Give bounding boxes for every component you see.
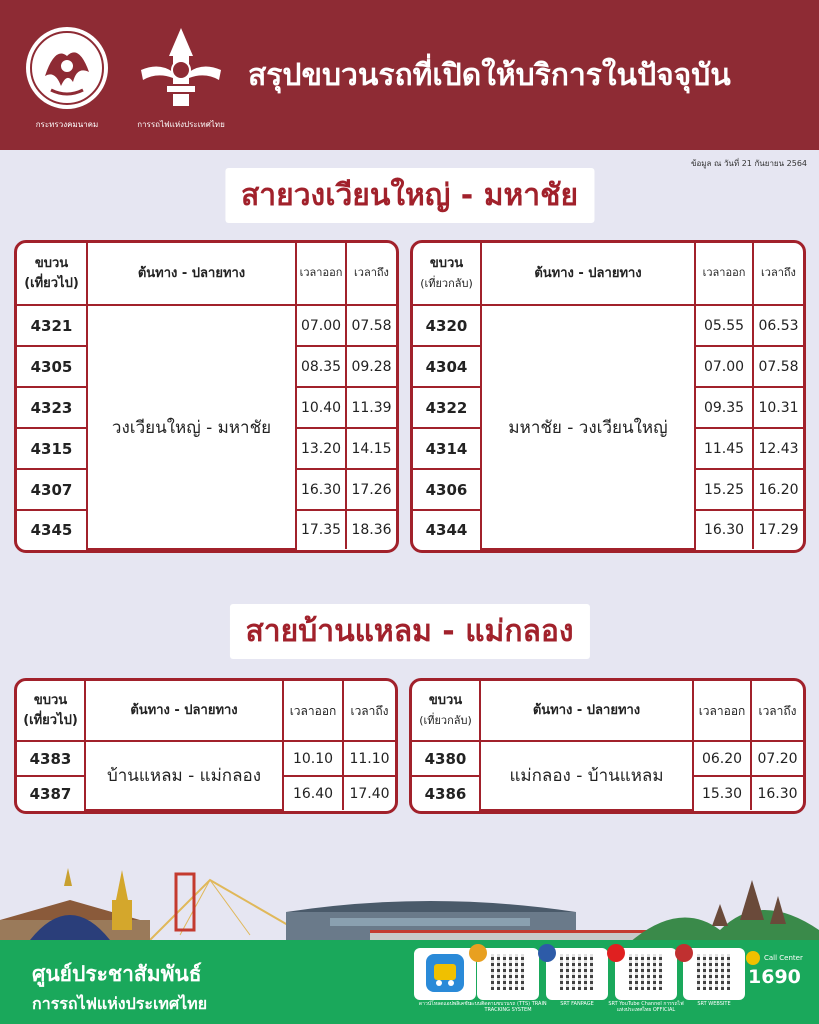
train-tracking-icon — [469, 944, 487, 962]
col-header-arrive: เวลาถึง — [753, 243, 803, 305]
col-header-route: ต้นทาง - ปลายทาง — [481, 243, 695, 305]
col-header-depart: เวลาออก — [296, 243, 346, 305]
arrive-time: 12.43 — [753, 428, 803, 469]
depart-time: 10.10 — [283, 741, 343, 776]
table-row — [17, 305, 396, 346]
logo2-caption: การรถไฟแห่งประเทศไทย — [137, 120, 225, 129]
train-number: 4323 — [17, 387, 87, 428]
train-number: 4322 — [413, 387, 481, 428]
train-number: 4306 — [413, 469, 481, 510]
qr-code-icon — [491, 954, 527, 990]
youtube-icon — [607, 944, 625, 962]
train-number: 4383 — [17, 741, 85, 776]
link-caption: SRT YouTube Channel การรถไฟแห่งประเทศไทย OFFICIAL — [608, 1001, 684, 1013]
depart-time: 10.40 — [296, 387, 346, 428]
call-center-label: Call Center — [764, 954, 803, 962]
app-download-card[interactable] — [414, 948, 476, 1000]
arrive-time: 07.58 — [346, 305, 396, 346]
train-tracking-qr-card[interactable] — [477, 948, 539, 1000]
timetable-wongwianyai-inbound — [410, 240, 806, 553]
train-number: 4304 — [413, 346, 481, 387]
col-header-route: ต้นทาง - ปลายทาง — [85, 681, 283, 741]
table-row — [17, 741, 395, 776]
srt-logo — [132, 26, 230, 131]
train-number: 4305 — [17, 346, 87, 387]
section-title-wongwianyai-mahachai: สายวงเวียนใหญ่ - มหาชัย — [225, 168, 594, 223]
depart-time: 15.25 — [695, 469, 753, 510]
col-header-depart: เวลาออก — [283, 681, 343, 741]
qr-code-icon — [629, 954, 665, 990]
link-caption: SRT WEBSITE — [697, 1001, 731, 1007]
depart-time: 11.45 — [695, 428, 753, 469]
depart-time: 08.35 — [296, 346, 346, 387]
col-header-route: ต้นทาง - ปลายทาง — [87, 243, 296, 305]
page-title: สรุปขบวนรถที่เปิดให้บริการในปัจจุบัน — [248, 58, 731, 93]
phone-icon — [746, 951, 760, 965]
route-cell: มหาชัย - วงเวียนใหญ่ — [481, 305, 695, 549]
depart-time: 15.30 — [693, 776, 751, 810]
train-number: 4387 — [17, 776, 85, 810]
logo1-caption: กระทรวงคมนาคม — [35, 120, 99, 129]
srt-winged-wheel-icon — [139, 26, 223, 110]
col-header-depart: เวลาออก — [695, 243, 753, 305]
depart-time: 06.20 — [693, 741, 751, 776]
col-header-train: ขบวน (เที่ยวไป) — [17, 243, 87, 305]
header-banner — [0, 0, 819, 150]
arrive-time: 18.36 — [346, 510, 396, 549]
depart-time: 16.40 — [283, 776, 343, 810]
table-row — [412, 741, 803, 776]
facebook-qr-card[interactable] — [546, 948, 608, 1000]
train-number: 4345 — [17, 510, 87, 549]
train-number: 4386 — [412, 776, 480, 810]
arrive-time: 11.39 — [346, 387, 396, 428]
arrive-time: 16.30 — [751, 776, 803, 810]
arrive-time: 17.29 — [753, 510, 803, 549]
footer-subtitle: การรถไฟแห่งประเทศไทย — [32, 994, 208, 1013]
arrive-time: 14.15 — [346, 428, 396, 469]
depart-time: 16.30 — [296, 469, 346, 510]
depart-time: 09.35 — [695, 387, 753, 428]
depart-time: 16.30 — [695, 510, 753, 549]
link-caption: ระบบติดตามขบวนรถ (TTS) TRAIN TRACKING SYSTEM — [469, 1001, 547, 1013]
qr-code-icon — [560, 954, 596, 990]
col-header-train: ขบวน (เที่ยวกลับ) — [413, 243, 481, 305]
youtube-qr-card[interactable] — [615, 948, 677, 1000]
facebook-icon — [538, 944, 556, 962]
app-icon — [424, 952, 466, 994]
arrive-time: 17.26 — [346, 469, 396, 510]
col-header-arrive: เวลาถึง — [343, 681, 395, 741]
col-header-arrive: เวลาถึง — [346, 243, 396, 305]
route-cell: บ้านแหลม - แม่กลอง — [85, 741, 283, 810]
website-icon — [675, 944, 693, 962]
arrive-time: 09.28 — [346, 346, 396, 387]
link-caption: ดาวน์โหลดแอปพลิเคชัน — [418, 1001, 472, 1007]
col-header-train: ขบวน (เที่ยวไป) — [17, 681, 85, 741]
train-number: 4344 — [413, 510, 481, 549]
website-qr-card[interactable] — [683, 948, 745, 1000]
depart-time: 13.20 — [296, 428, 346, 469]
train-number: 4314 — [413, 428, 481, 469]
arrive-time: 11.10 — [343, 741, 395, 776]
arrive-time: 16.20 — [753, 469, 803, 510]
depart-time: 05.55 — [695, 305, 753, 346]
ministry-emblem-icon — [25, 26, 109, 110]
timetable-wongwianyai-outbound — [14, 240, 399, 553]
ministry-logo — [22, 26, 112, 131]
train-number: 4315 — [17, 428, 87, 469]
call-center-number: 1690 — [748, 966, 801, 988]
arrive-time: 06.53 — [753, 305, 803, 346]
table-row — [413, 305, 803, 346]
qr-code-icon — [697, 954, 733, 990]
arrive-time: 07.20 — [751, 741, 803, 776]
col-header-route: ต้นทาง - ปลายทาง — [480, 681, 693, 741]
data-date-note: ข้อมูล ณ วันที่ 21 กันยายน 2564 — [690, 159, 807, 168]
train-number: 4320 — [413, 305, 481, 346]
col-header-train: ขบวน (เที่ยวกลับ) — [412, 681, 480, 741]
arrive-time: 17.40 — [343, 776, 395, 810]
timetable-banlaem-inbound — [409, 678, 806, 814]
train-number: 4321 — [17, 305, 87, 346]
depart-time: 07.00 — [296, 305, 346, 346]
depart-time: 07.00 — [695, 346, 753, 387]
footer-title: ศูนย์ประชาสัมพันธ์ — [32, 962, 202, 986]
depart-time: 17.35 — [296, 510, 346, 549]
col-header-arrive: เวลาถึง — [751, 681, 803, 741]
train-number: 4307 — [17, 469, 87, 510]
arrive-time: 07.58 — [753, 346, 803, 387]
skyline-illustration — [0, 860, 819, 942]
col-header-depart: เวลาออก — [693, 681, 751, 741]
route-cell: แม่กลอง - บ้านแหลม — [480, 741, 693, 810]
section-title-banlaem-maeklong: สายบ้านแหลม - แม่กลอง — [229, 604, 589, 659]
footer-bar — [0, 940, 819, 1024]
arrive-time: 10.31 — [753, 387, 803, 428]
timetable-banlaem-outbound — [14, 678, 398, 814]
route-cell: วงเวียนใหญ่ - มหาชัย — [87, 305, 296, 549]
train-number: 4380 — [412, 741, 480, 776]
link-caption: SRT FANPAGE — [560, 1001, 594, 1007]
